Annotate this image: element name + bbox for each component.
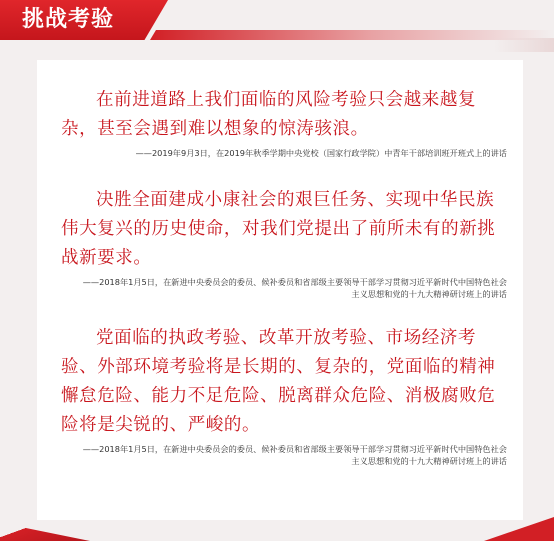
- quote-text: 党面临的执政考验、改革开放考验、市场经济考验、外部环境考验将是长期的、复杂的，党面临的精神懈怠危险、能力不足危险、脱离群众危险、消极腐败危险将是尖锐的、严峻的。: [61, 328, 496, 435]
- quote-source: ——2019年9月3日，在2019年秋季学期中央党校（国家行政学院）中青年干部培训班开班式上的讲话: [135, 148, 507, 158]
- quote-text: 在前进道路上我们面临的风险考验只会越来越复杂，甚至会遇到难以想象的惊涛骇浪。: [61, 90, 477, 139]
- header-banner: [0, 0, 554, 44]
- quote-block: [37, 324, 523, 467]
- page-title: 挑战考验: [22, 7, 115, 32]
- corner-decoration-bottom-right: [484, 517, 554, 541]
- quote-block: [37, 186, 523, 300]
- quote-source: ——2018年1月5日，在新进中央委员会的委员、候补委员和省部级主要领导干部学习贯彻习近平新时代中国特色社会主义思想和党的十九大精神研讨班上的讲话: [82, 444, 507, 466]
- quote-block: [37, 86, 523, 159]
- quote-source: ——2018年1月5日，在新进中央委员会的委员、候补委员和省部级主要领导干部学习贯彻习近平新时代中国特色社会主义思想和党的十九大精神研讨班上的讲话: [82, 277, 507, 299]
- corner-decoration-top-right: [494, 38, 554, 52]
- quote-card: [37, 60, 523, 520]
- quote-text: 决胜全面建成小康社会的艰巨任务、实现中华民族伟大复兴的历史使命，对我们党提出了前所未有的新挑战新要求。: [61, 190, 496, 268]
